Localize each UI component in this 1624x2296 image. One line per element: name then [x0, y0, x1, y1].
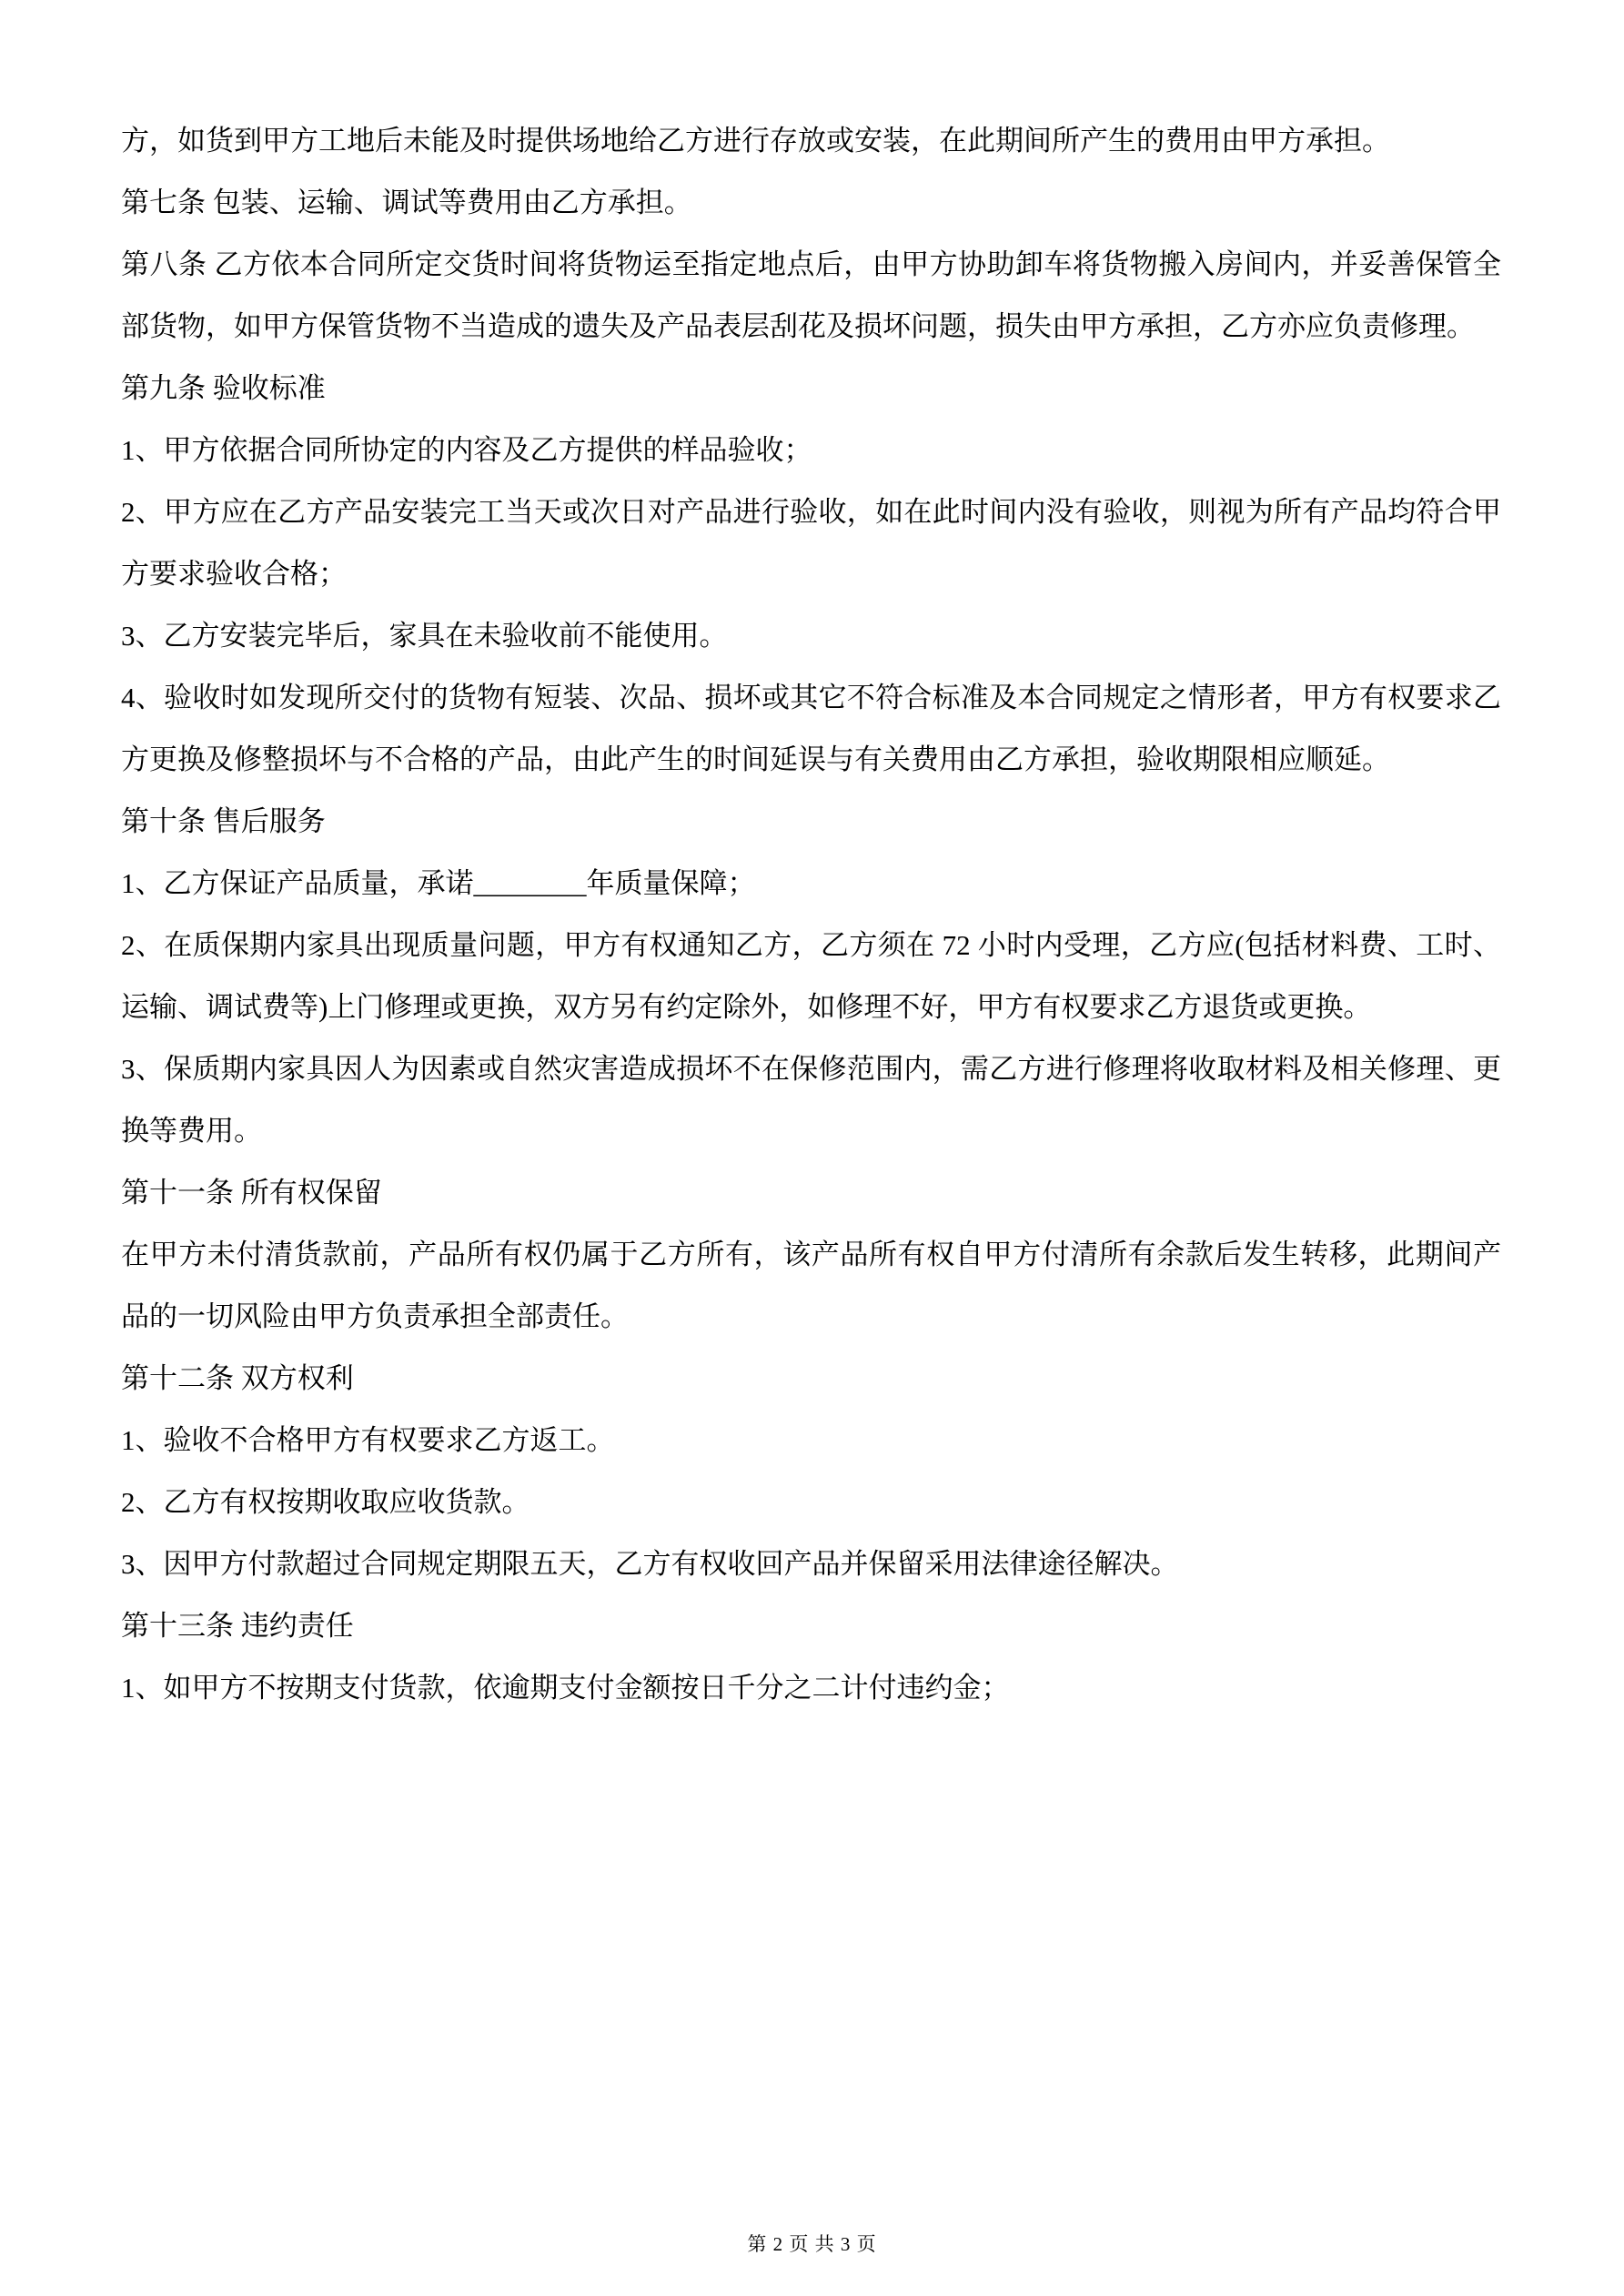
contract-clause-9-heading: 第九条 验收标准 [121, 372, 326, 404]
contract-clause-10-item-3: 3、保质期内家具因人为因素或自然灾害造成损坏不在保修范围内，需乙方进行修理将收取材料及相关修理、更换等费用。 [121, 1053, 1501, 1147]
contract-clause-10-item-2: 2、在质保期内家具出现质量问题，甲方有权通知乙方，乙方须在 72 小时内受理，乙方应(包括材料费、工时、运输、调试费等)上门修理或更换，双方另有约定除外，如修理不好，甲方有权要求乙方退货或更换。 [121, 929, 1501, 1023]
contract-clause-10-item-1: 1、乙方保证产品质量，承诺________年质量保障； [121, 867, 756, 899]
contract-clause-13-item-1: 1、如甲方不按期支付货款，依逾期支付金额按日千分之二计付违约金； [121, 1672, 1010, 1704]
contract-clause-12-item-3: 3、因甲方付款超过合同规定期限五天，乙方有权收回产品并保留采用法律途径解决。 [121, 1548, 1179, 1580]
contract-clause-12-item-2: 2、乙方有权按期收取应收货款。 [121, 1486, 530, 1518]
contract-clause-11-heading: 第十一条 所有权保留 [121, 1177, 382, 1209]
contract-clause-9-item-1: 1、甲方依据合同所协定的内容及乙方提供的样品验收； [121, 434, 812, 466]
contract-clause-10-heading: 第十条 售后服务 [121, 805, 326, 837]
contract-paragraph: 方，如货到甲方工地后未能及时提供场地给乙方进行存放或安装，在此期间所产生的费用由甲方承担。 [121, 125, 1390, 157]
contract-clause-9-item-4: 4、验收时如发现所交付的货物有短装、次品、损坏或其它不符合标准及本合同规定之情形者，甲方有权要求乙方更换及修整损坏与不合格的产品，由此产生的时间延误与有关费用由乙方承担，验收期限相应顺延。 [121, 682, 1501, 775]
contract-clause-9-item-3: 3、乙方安装完毕后，家具在未验收前不能使用。 [121, 620, 728, 652]
contract-clause-12-heading: 第十二条 双方权利 [121, 1362, 354, 1394]
contract-clause-11-body: 在甲方未付清货款前，产品所有权仍属于乙方所有，该产品所有权自甲方付清所有余款后发生转移，此期间产品的一切风险由甲方负责承担全部责任。 [121, 1239, 1501, 1332]
contract-clause-7: 第七条 包装、运输、调试等费用由乙方承担。 [121, 187, 692, 218]
contract-clause-9-item-2: 2、甲方应在乙方产品安装完工当天或次日对产品进行验收，如在此时间内没有验收，则视为所有产品均符合甲方要求验收合格； [121, 496, 1501, 590]
contract-clause-12-item-1: 1、验收不合格甲方有权要求乙方返工。 [121, 1424, 615, 1456]
contract-clause-13-heading: 第十三条 违约责任 [121, 1610, 354, 1642]
page-number-footer: 第 2 页 共 3 页 [747, 2233, 877, 2255]
contract-clause-8: 第八条 乙方依本合同所定交货时间将货物运至指定地点后，由甲方协助卸车将货物搬入房间内，并妥善保管全部货物，如甲方保管货物不当造成的遗失及产品表层刮花及损坏问题，损失由甲方承担，乙方亦应负责修理。 [121, 248, 1501, 342]
